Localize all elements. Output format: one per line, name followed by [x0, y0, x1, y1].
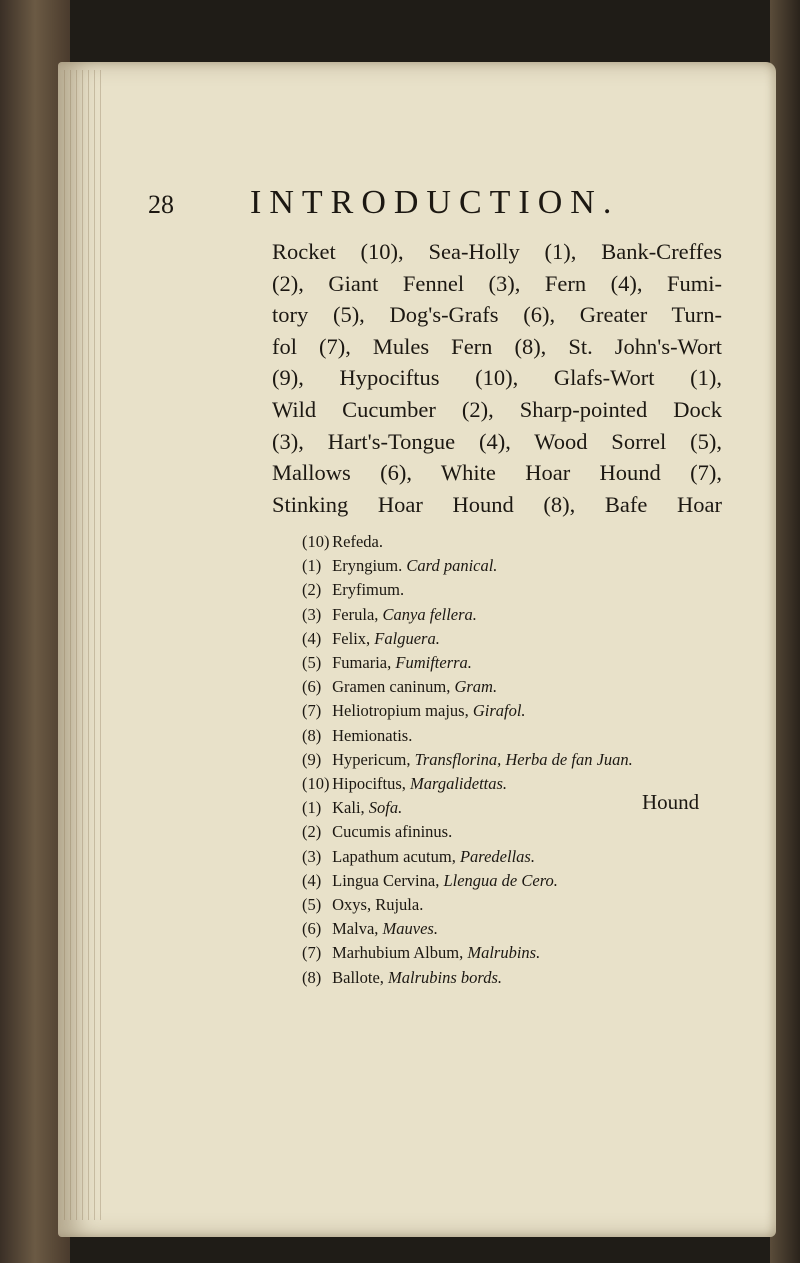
footnote-vernacular: Transflorina, Herba de fan Juan. [414, 749, 633, 769]
body-paragraph [272, 236, 722, 520]
footnote-number: (7) [302, 701, 322, 721]
body-line: (9), Hypociftus (10), Glafs-Wort (1), [272, 365, 722, 391]
footnote-vernacular: Falguera. [374, 628, 440, 648]
footnote-number: (4) [302, 870, 322, 890]
body-line: fol (7), Mules Fern (8), St. John's-Wort [272, 333, 722, 359]
footnote-vernacular: Malrubins bords. [388, 967, 503, 987]
footnote [302, 651, 732, 675]
footnote-vernacular: Margalidettas. [410, 774, 508, 794]
footnote [302, 917, 732, 941]
footnote [302, 845, 732, 869]
footnote-number: (3) [302, 604, 322, 624]
footnote-vernacular: Sofa. [368, 798, 403, 818]
body-line: (3), Hart's-Tongue (4), Wood Sorrel (5), [272, 428, 722, 454]
footnote-latin: Hipociftus, [332, 774, 406, 794]
footnote-number: (8) [302, 967, 322, 987]
page-number: 28 [148, 190, 174, 219]
footnote [302, 966, 732, 990]
footnote [302, 724, 732, 748]
running-head: INTRODUCTION. [250, 184, 620, 221]
body-line: Wild Cucumber (2), Sharp-pointed Dock [272, 396, 722, 422]
footnote-vernacular: Paredellas. [459, 846, 535, 866]
footnote-number: (3) [302, 846, 322, 866]
footnote [302, 554, 732, 578]
footnote-vernacular: Malrubins. [467, 943, 541, 963]
footnote [302, 893, 732, 917]
footnote [302, 627, 732, 651]
footnote-latin: Cucumis afininus. [332, 822, 453, 842]
body-line: (2), Giant Fennel (3), Fern (4), Fumi- [272, 270, 722, 296]
footnote-number: (8) [302, 725, 322, 745]
footnote-vernacular: Fumifterra. [395, 653, 472, 673]
footnote [302, 699, 732, 723]
footnote-vernacular: Mauves. [382, 919, 438, 939]
footnote-latin: Eryfimum. [332, 580, 405, 600]
footnote-latin: Ferula, [332, 604, 379, 624]
footnote [302, 578, 732, 602]
footnote-latin: Marhubium Album, [332, 943, 464, 963]
footnote-latin: Refeda. [332, 532, 383, 551]
footnote-number: (2) [302, 822, 322, 842]
footnote-number: (1) [302, 798, 322, 818]
footnote-number: (5) [302, 653, 322, 673]
footnote-latin: Oxys, Rujula. [332, 895, 424, 915]
footnote-latin: Hypericum, [332, 749, 411, 769]
footnote-number: (2) [302, 580, 322, 600]
body-line: Mallows (6), White Hoar Hound (7), [272, 460, 722, 486]
footnote-number: (1) [302, 556, 322, 576]
footnote-latin: Fumaria, [332, 653, 392, 673]
footnote-vernacular: Gram. [454, 677, 498, 697]
footnote [302, 675, 732, 699]
footnote-number: (9) [302, 749, 322, 769]
footnote-vernacular: Canya fellera. [382, 604, 477, 624]
footnote-latin: Heliotropium majus, [332, 701, 469, 721]
footnote-number: (10) [302, 774, 330, 794]
footnote-latin: Malva, [332, 919, 379, 939]
catchword: Hound [642, 790, 700, 814]
footnote-latin: Ballote, [332, 967, 384, 987]
footnote [302, 820, 732, 844]
footnote [302, 603, 732, 627]
footnote-vernacular: Llengua de Cero. [443, 870, 558, 890]
footnote-number: (10) [302, 532, 330, 551]
footnote-latin: Felix, [332, 628, 371, 648]
footnote-latin: Gramen caninum, [332, 677, 451, 697]
footnote-latin: Lingua Cervina, [332, 870, 440, 890]
footnote-number: (6) [302, 919, 322, 939]
footnote [302, 941, 732, 965]
footnote [302, 869, 732, 893]
footnote-latin: Hemionatis. [332, 725, 413, 745]
body-line: tory (5), Dog's-Grafs (6), Greater Turn- [272, 302, 722, 328]
footnote-number: (6) [302, 677, 322, 697]
footnotes [302, 530, 732, 990]
footnote-latin: Kali, [332, 798, 365, 818]
footnote-number: (7) [302, 943, 322, 963]
footnote [302, 530, 732, 554]
footnote [302, 748, 732, 772]
body-line: Stinking Hoar Hound (8), Bafe Hoar [272, 491, 722, 517]
footnote-latin: Eryngium. [332, 556, 403, 576]
footnote-vernacular: Girafol. [472, 701, 526, 721]
footnote-vernacular: Card panical. [406, 556, 498, 576]
body-line: Rocket (10), Sea-Holly (1), Bank-Creffes [272, 239, 722, 264]
footnote-latin: Lapathum acutum, [332, 846, 456, 866]
footnote-number: (5) [302, 895, 322, 915]
page-gutter [64, 70, 104, 1220]
footnote-number: (4) [302, 628, 322, 648]
